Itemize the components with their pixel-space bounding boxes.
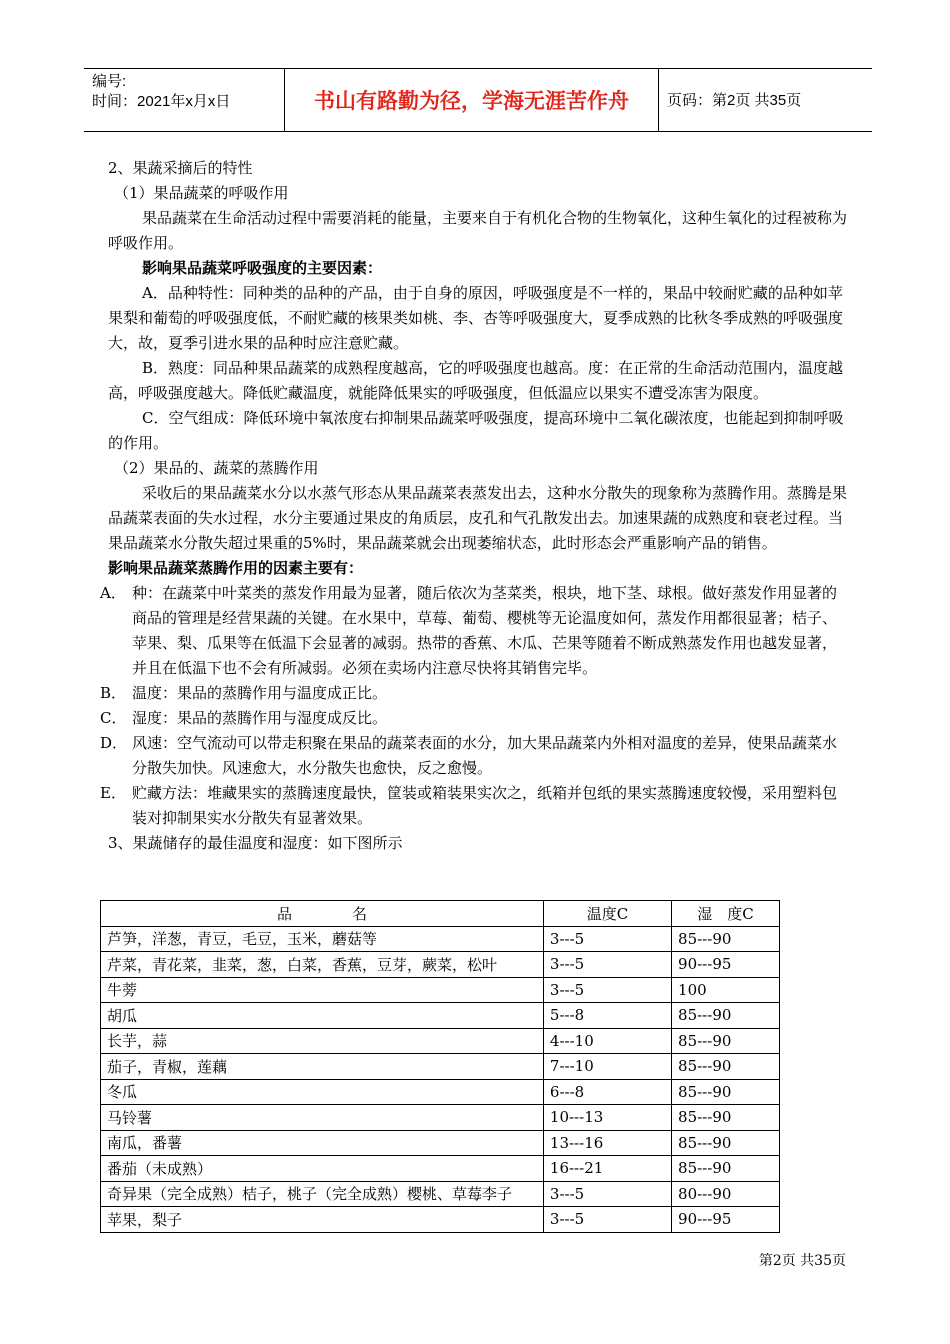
cell-name: 马铃薯 — [101, 1105, 544, 1131]
cell-name: 奇异果（完全成熟）桔子，桃子（完全成熟）樱桃、草莓李子 — [101, 1181, 544, 1207]
factor-label: A． — [100, 584, 126, 602]
cell-temperature: 4---10 — [543, 1028, 671, 1054]
header-cell-humidity: 湿 度C — [672, 901, 780, 927]
cell-temperature: 16---21 — [543, 1156, 671, 1182]
header-cell-name: 品 名 — [101, 901, 544, 927]
cell-temperature: 6---8 — [543, 1079, 671, 1105]
cell-name: 长芋，蒜 — [101, 1028, 544, 1054]
factor-item — [100, 681, 850, 706]
factor-label: D． — [100, 734, 128, 752]
bold-heading: 影响果品蔬菜蒸腾作用的因素主要有： — [108, 559, 364, 577]
page-header — [84, 68, 872, 132]
cell-name: 苹果，梨子 — [101, 1207, 544, 1233]
cell-temperature: 10---13 — [543, 1105, 671, 1131]
cell-humidity: 80---90 — [672, 1181, 780, 1207]
table-row — [101, 1181, 780, 1207]
cell-humidity: 85---90 — [672, 1079, 780, 1105]
cell-temperature: 3---5 — [543, 1181, 671, 1207]
factor-label: E． — [100, 784, 126, 802]
factor-item — [100, 781, 850, 831]
factor-item — [100, 731, 850, 781]
factor-label: C． — [100, 709, 127, 727]
cell-humidity: 90---95 — [672, 952, 780, 978]
table-row — [101, 1003, 780, 1029]
table-row — [101, 1105, 780, 1131]
factor-text: 湿度：果品的蒸腾作用与湿度成反比。 — [132, 709, 388, 727]
header-meta — [92, 72, 282, 112]
paragraph: A．品种特性：同种类的品种的产品，由于自身的原因，呼吸强度是不一样的，果品中较耐贮藏的品种如苹果梨和葡萄的呼吸强度低，不耐贮藏的核果类如桃、李、杏等呼吸强度大，夏季成熟的比秋冬季成熟的呼吸强度大，故，夏季引进水果的品种时应注意贮藏。 — [108, 284, 844, 352]
table-row — [101, 1079, 780, 1105]
bold-heading: 影响果品蔬菜呼吸强度的主要因素： — [142, 259, 383, 277]
cell-humidity: 85---90 — [672, 1156, 780, 1182]
cell-humidity: 85---90 — [672, 1105, 780, 1131]
section-heading: 3、果蔬储存的最佳温度和湿度：如下图所示 — [108, 834, 403, 852]
cell-humidity: 90---95 — [672, 1207, 780, 1233]
cell-temperature: 3---5 — [543, 1207, 671, 1233]
cell-name: 牛蒡 — [101, 977, 544, 1003]
table-row — [101, 1028, 780, 1054]
cell-temperature: 3---5 — [543, 977, 671, 1003]
cell-humidity: 85---90 — [672, 1028, 780, 1054]
factor-item — [100, 581, 850, 681]
cell-name: 冬瓜 — [101, 1079, 544, 1105]
cell-humidity: 85---90 — [672, 926, 780, 952]
cell-humidity: 85---90 — [672, 1130, 780, 1156]
table-header-row — [101, 901, 780, 927]
cell-name: 茄子，青椒，莲藕 — [101, 1054, 544, 1080]
factor-text: 风速：空气流动可以带走积聚在果品的蔬菜表面的水分，加大果品蔬菜内外相对温度的差异，使果品蔬菜水分散失加快。风速愈大，水分散失也愈快，反之愈慢。 — [132, 734, 838, 777]
cell-temperature: 13---16 — [543, 1130, 671, 1156]
cell-name: 番茄（未成熟） — [101, 1156, 544, 1182]
page-footer: 第2页 共35页 — [758, 1253, 846, 1269]
factor-text: 种：在蔬菜中叶菜类的蒸发作用最为显著，随后依次为茎菜类，根块，地下茎、球根。做好蒸发作用显著的商品的管理是经营果蔬的关键。在水果中，草莓、葡萄、樱桃等无论温度如何，蒸发作用都很显著；桔子、苹果、梨、瓜果等在低温下会显著的减弱。热带的香蕉、木瓜、芒果等随着不断成熟蒸发作用也越发显著，并且在低温下也不会有所减弱。必须在卖场内注意尽快将其销售完毕。 — [132, 584, 838, 677]
cell-temperature: 3---5 — [543, 926, 671, 952]
cell-name: 胡瓜 — [101, 1003, 544, 1029]
header-motto: 书山有路勤为径，学海无涯苦作舟 — [284, 69, 659, 131]
table-row — [101, 1054, 780, 1080]
factor-text: 温度：果品的蒸腾作用与温度成正比。 — [132, 684, 388, 702]
subsection-heading: （2）果品的、蔬菜的蒸腾作用 — [114, 459, 319, 477]
cell-temperature: 5---8 — [543, 1003, 671, 1029]
factor-list — [100, 581, 850, 831]
cell-humidity: 85---90 — [672, 1054, 780, 1080]
table-row — [101, 952, 780, 978]
factor-label: B． — [100, 684, 127, 702]
table-body — [101, 926, 780, 1232]
paragraph: C．空气组成：降低环境中氧浓度右抑制果品蔬菜呼吸强度，提高环境中二氧化碳浓度，也能起到抑制呼吸的作用。 — [108, 409, 844, 452]
header-page-info: 页码：第2页 共35页 — [667, 92, 802, 109]
table-row — [101, 1156, 780, 1182]
factor-item — [100, 706, 850, 731]
paragraph: 果品蔬菜在生命活动过程中需要消耗的能量，主要来自于有机化合物的生物氧化，这种生氧化的过程被称为呼吸作用。 — [108, 209, 848, 252]
paragraph: B．熟度：同品种果品蔬菜的成熟程度越高，它的呼吸强度也越高。度：在正常的生命活动范围内，温度越高，呼吸强度越大。降低贮藏温度，就能降低果实的呼吸强度，但低温应以果实不遭受冻害为限度。 — [108, 359, 844, 402]
table-row — [101, 1130, 780, 1156]
factor-text: 贮藏方法：堆藏果实的蒸腾速度最快，筐装或箱装果实次之，纸箱并包纸的果实蒸腾速度较慢，采用塑料包装对抑制果实水分散失有显著效果。 — [132, 784, 838, 827]
cell-temperature: 3---5 — [543, 952, 671, 978]
table-row — [101, 1207, 780, 1233]
cell-humidity: 100 — [672, 977, 780, 1003]
paragraph: 采收后的果品蔬菜水分以水蒸气形态从果品蔬菜表蒸发出去，这种水分散失的现象称为蒸腾作用。蒸腾是果品蔬菜表面的失水过程，水分主要通过果皮的角质层，皮孔和气孔散发出去。加速果蔬的成熟度和衰老过程。当果品蔬菜水分散失超过果重的5%时，果品蔬菜就会出现萎缩状态，此时形态会严重影响产品的销售。 — [108, 484, 848, 552]
cell-name: 芹菜，青花菜，韭菜，葱，白菜，香蕉，豆芽，蕨菜，松叶 — [101, 952, 544, 978]
cell-name: 芦笋，洋葱，青豆，毛豆，玉米，蘑菇等 — [101, 926, 544, 952]
cell-name: 南瓜，番薯 — [101, 1130, 544, 1156]
doc-time-label: 时间：2021年x月x日 — [92, 93, 231, 110]
table-row — [101, 977, 780, 1003]
document-body — [100, 156, 850, 856]
cell-humidity: 85---90 — [672, 1003, 780, 1029]
header-cell-temperature: 温度C — [543, 901, 671, 927]
storage-table — [100, 900, 780, 1233]
table-row — [101, 926, 780, 952]
section-heading: 2、果蔬采摘后的特性 — [108, 159, 253, 177]
cell-temperature: 7---10 — [543, 1054, 671, 1080]
doc-number-label: 编号: — [92, 73, 127, 90]
subsection-heading: （1）果品蔬菜的呼吸作用 — [114, 184, 289, 202]
